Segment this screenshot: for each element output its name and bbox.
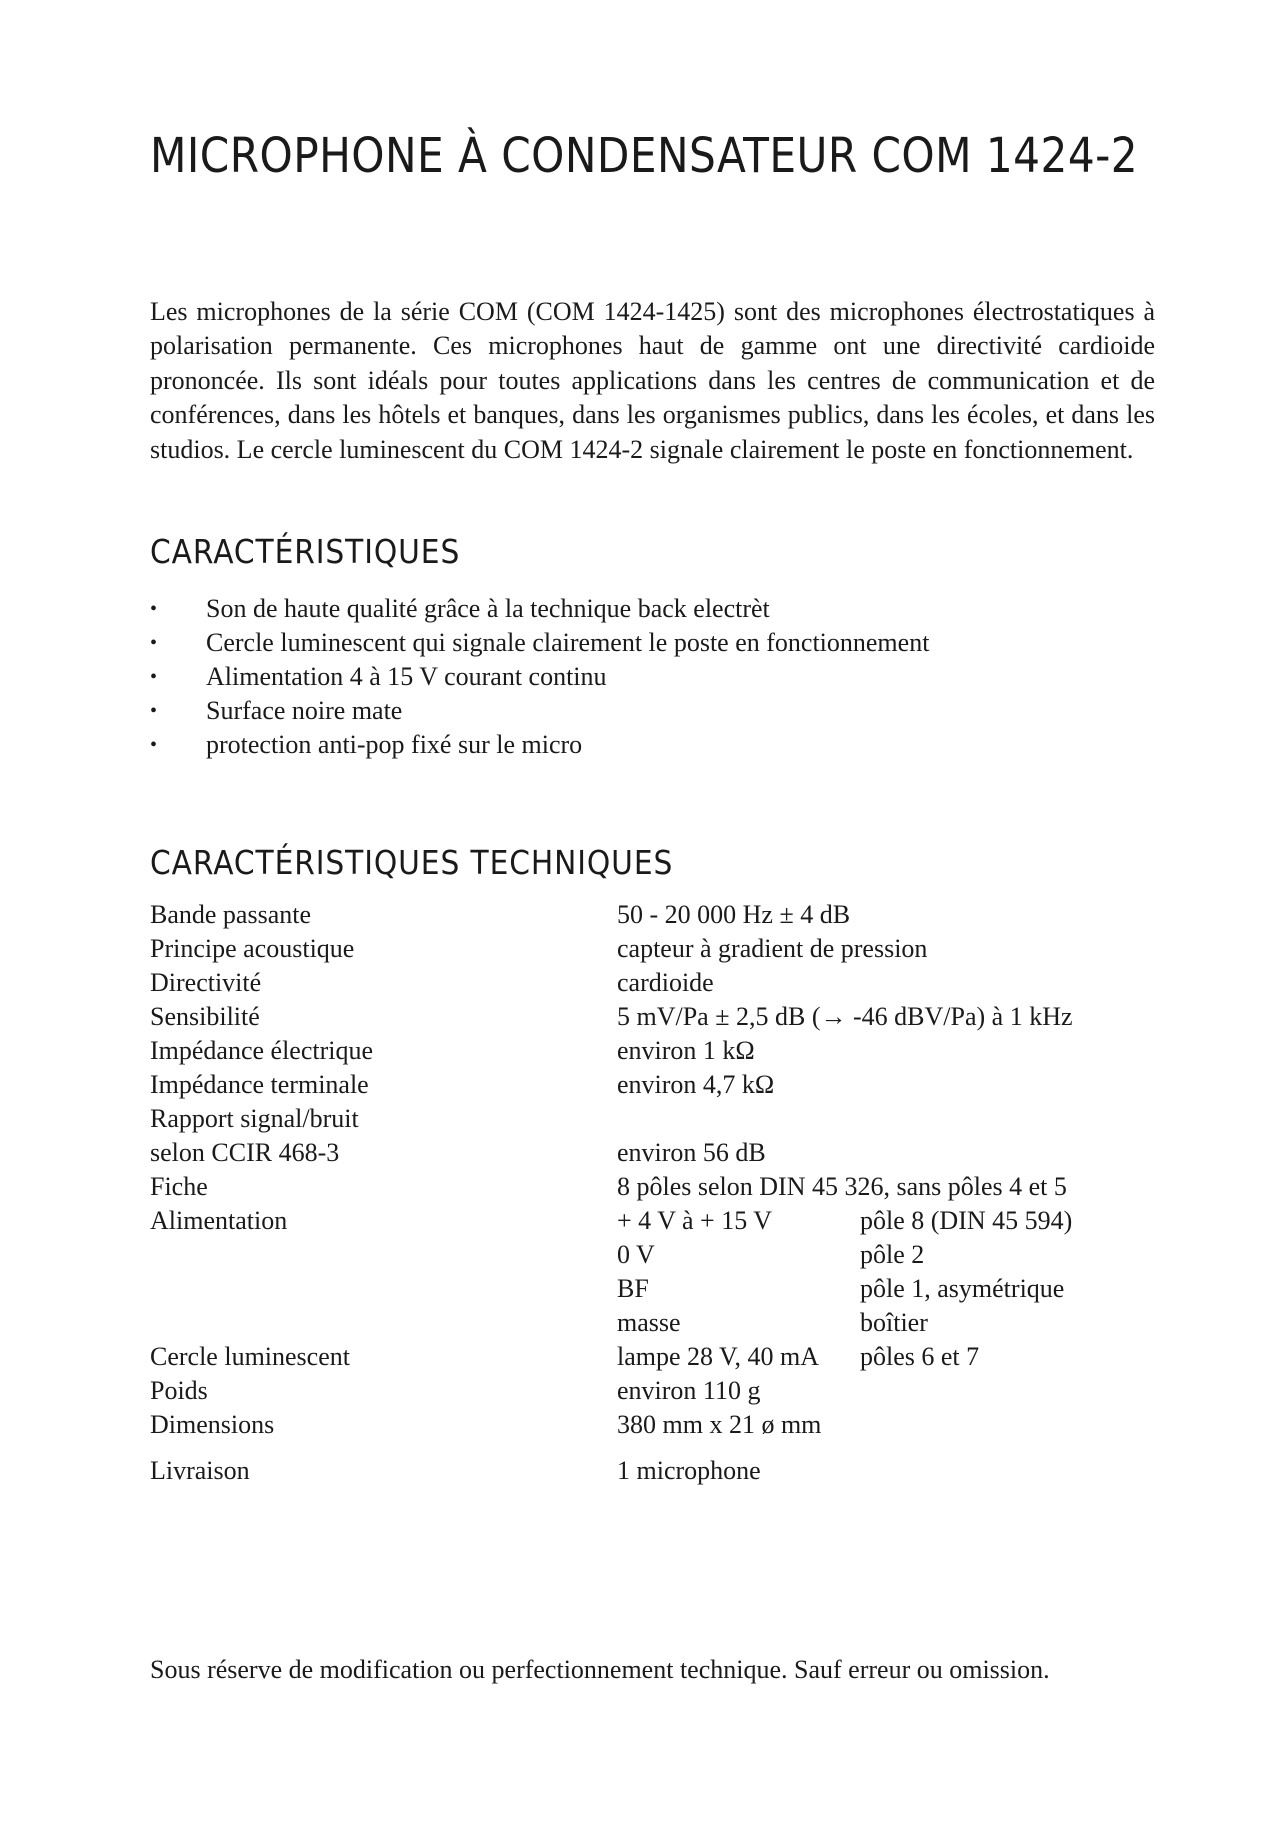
list-item: • Alimentation 4 à 15 V courant continu	[150, 660, 929, 694]
footer-disclaimer: Sous réserve de modification ou perfectionnement technique. Sauf erreur ou omission.	[150, 1655, 1050, 1684]
spec-row	[150, 1306, 1160, 1340]
spec-row	[150, 1454, 1160, 1488]
spec-value: environ 56 dB	[617, 1138, 766, 1167]
spec-value-secondary: pôle 1, asymétrique	[860, 1274, 1065, 1303]
spec-value-secondary: pôles 6 et 7	[860, 1342, 980, 1371]
specs-heading: CARACTÉRISTIQUES TECHNIQUES	[150, 843, 674, 882]
intro-paragraph: Les microphones de la série COM (COM 1424-1425) sont des microphones électrostatiques à polarisation permanente. Ces microphones haut de gamme ont une directivité cardioide prononcée. Ils sont idéals pour toutes applications dans les centres de communication et de conférences, dans les hôtels et banques, dans les organismes publics, dans les écoles, et dans les studios. Le cercle luminescent du COM 1424-2 signale clairement le poste en fonctionnement.	[150, 297, 1155, 464]
spec-label: Cercle luminescent	[150, 1342, 350, 1371]
spec-row	[150, 966, 1160, 1000]
spec-value: capteur à gradient de pression	[617, 934, 928, 963]
spec-label: Alimentation	[150, 1206, 288, 1235]
features-heading: CARACTÉRISTIQUES	[150, 532, 461, 571]
spec-label: Sensibilité	[150, 1002, 260, 1031]
spec-value: 1 microphone	[617, 1456, 761, 1485]
spec-value-secondary: pôle 2	[860, 1240, 925, 1269]
spec-label: Bande passante	[150, 900, 312, 929]
spec-value-secondary: pôle 8 (DIN 45 594)	[860, 1206, 1073, 1235]
page-title: MICROPHONE À CONDENSATEUR COM 1424-2	[150, 128, 1139, 184]
spec-label: Impédance terminale	[150, 1070, 369, 1099]
spec-value: BF	[617, 1274, 649, 1303]
spec-value: lampe 28 V, 40 mA	[617, 1342, 819, 1371]
spec-row	[150, 1000, 1160, 1034]
spec-row	[150, 1204, 1160, 1238]
spec-value: environ 110 g	[617, 1376, 761, 1405]
spec-value: masse	[617, 1308, 681, 1337]
bullet-icon: •	[150, 632, 158, 654]
list-item: • Cercle luminescent qui signale clairement le poste en fonctionnement	[150, 626, 929, 660]
spec-row	[150, 1408, 1160, 1442]
spec-label: Livraison	[150, 1456, 250, 1485]
spec-row	[150, 1034, 1160, 1068]
specs-table	[150, 898, 1160, 1488]
spec-label: Directivité	[150, 968, 262, 997]
bullet-icon: •	[150, 598, 158, 620]
spec-value: environ 4,7 kΩ	[617, 1070, 775, 1099]
spec-value: + 4 V à + 15 V	[617, 1206, 773, 1235]
spacer	[150, 1442, 1160, 1454]
spec-row	[150, 932, 1160, 966]
spec-value: cardioide	[617, 968, 714, 997]
bullet-icon: •	[150, 734, 158, 756]
spec-value: 0 V	[617, 1240, 655, 1269]
bullet-icon: •	[150, 666, 158, 688]
features-list	[150, 592, 929, 762]
spec-label: Rapport signal/bruit	[150, 1104, 359, 1133]
spec-row	[150, 1136, 1160, 1170]
spec-value: 5 mV/Pa ± 2,5 dB (→ -46 dBV/Pa) à 1 kHz	[617, 1002, 1073, 1031]
spec-row	[150, 1374, 1160, 1408]
spec-label: Poids	[150, 1376, 208, 1405]
spec-row	[150, 1102, 1160, 1136]
spec-row	[150, 898, 1160, 932]
spec-row	[150, 1238, 1160, 1272]
spec-label: selon CCIR 468-3	[150, 1138, 340, 1167]
list-item: • Surface noire mate	[150, 694, 929, 728]
list-item: • Son de haute qualité grâce à la technique back electrèt	[150, 592, 929, 626]
spec-value: environ 1 kΩ	[617, 1036, 755, 1065]
spec-label: Impédance électrique	[150, 1036, 374, 1065]
spec-value: 380 mm x 21 ø mm	[617, 1410, 822, 1439]
list-item: • protection anti-pop fixé sur le micro	[150, 728, 929, 762]
spec-value: 50 - 20 000 Hz ± 4 dB	[617, 900, 851, 929]
spec-row	[150, 1272, 1160, 1306]
spec-label: Principe acoustique	[150, 934, 355, 963]
spec-label: Fiche	[150, 1172, 208, 1201]
spec-row	[150, 1340, 1160, 1374]
spec-label: Dimensions	[150, 1410, 275, 1439]
spec-row	[150, 1068, 1160, 1102]
spec-value-secondary: boîtier	[860, 1308, 928, 1337]
bullet-icon: •	[150, 700, 158, 722]
spec-value: 8 pôles selon DIN 45 326, sans pôles 4 et 5	[617, 1172, 1067, 1201]
spec-row	[150, 1170, 1160, 1204]
